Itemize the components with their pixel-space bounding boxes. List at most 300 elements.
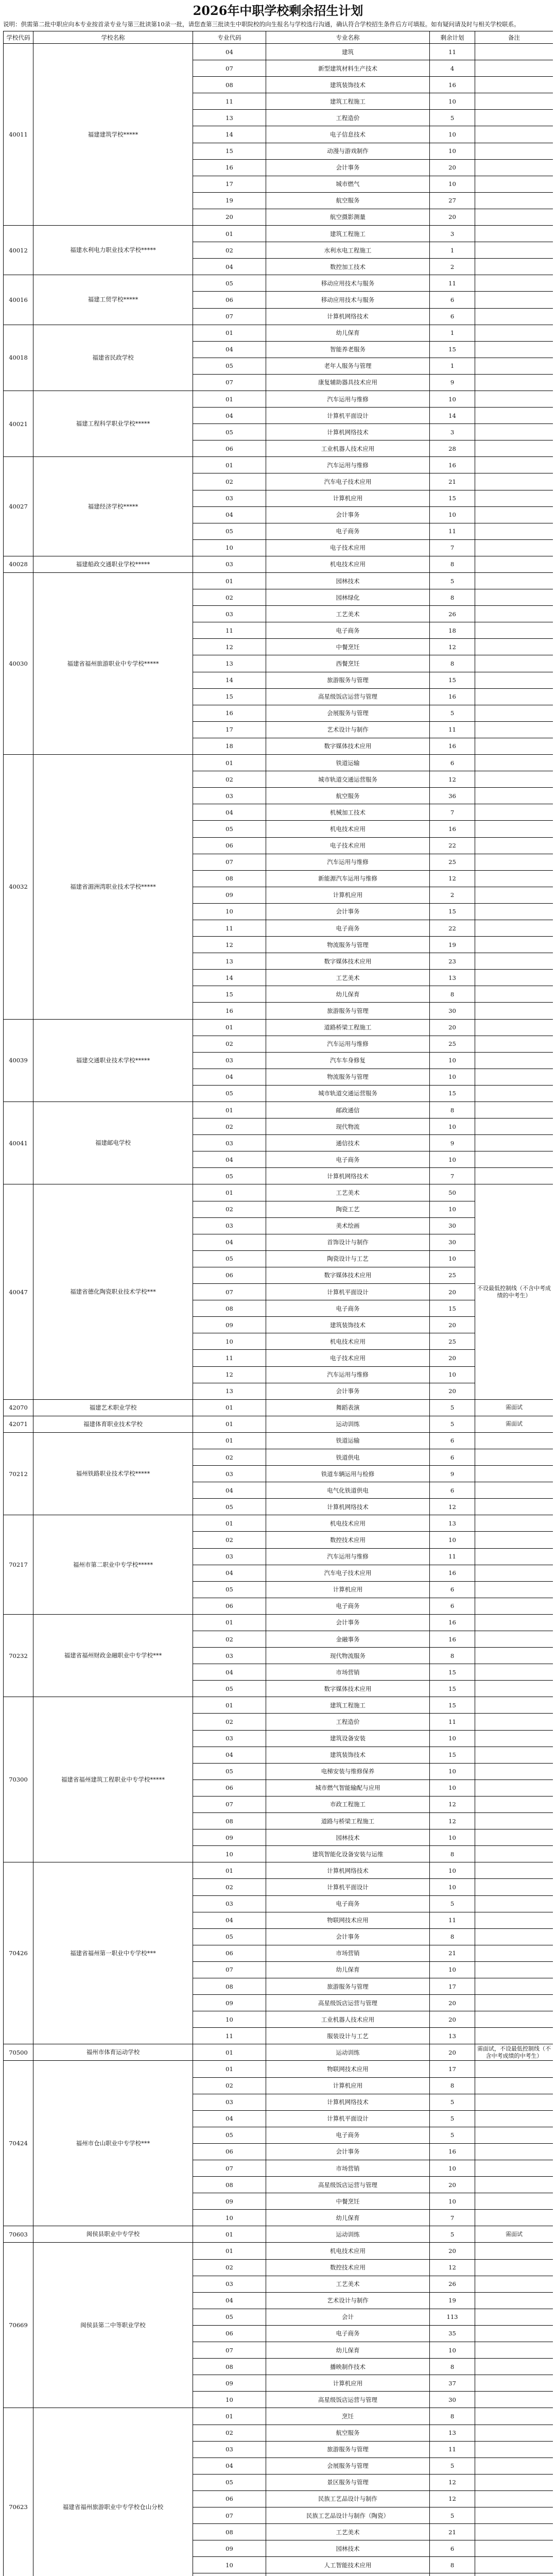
major-code: 10 xyxy=(193,2557,266,2573)
school-code: 70603 xyxy=(4,2226,33,2243)
major-name: 计算机应用 xyxy=(266,2375,430,2392)
major-code: 01 xyxy=(193,1697,266,1714)
major-name: 园林技术 xyxy=(266,2540,430,2557)
major-name: 幼儿保育 xyxy=(266,986,430,1003)
note xyxy=(475,606,553,622)
major-code: 15 xyxy=(193,143,266,159)
major-code: 09 xyxy=(193,887,266,903)
major-code: 05 xyxy=(193,1168,266,1184)
remaining-count: 20 xyxy=(430,1383,475,1399)
note xyxy=(475,44,553,60)
major-code: 19 xyxy=(193,192,266,209)
remaining-count: 18 xyxy=(430,622,475,639)
school-name: 福建交通职业技术学校***** xyxy=(33,1019,193,1101)
major-name: 会展服务与管理 xyxy=(266,705,430,721)
major-code: 02 xyxy=(193,2259,266,2276)
remaining-count: 15 xyxy=(430,1664,475,1681)
note xyxy=(475,1118,553,1135)
note xyxy=(475,325,553,341)
remaining-count: 6 xyxy=(430,1482,475,1499)
major-code: 01 xyxy=(193,1184,266,1201)
remaining-count: 8 xyxy=(430,1846,475,1862)
major-code: 02 xyxy=(193,2425,266,2441)
remaining-count: 5 xyxy=(430,1895,475,1912)
remaining-count: 21 xyxy=(430,2524,475,2540)
note xyxy=(475,688,553,705)
major-name: 新能源汽车运用与维修 xyxy=(266,870,430,887)
major-code: 01 xyxy=(193,2061,266,2077)
note xyxy=(475,1912,553,1928)
school-code: 40039 xyxy=(4,1019,33,1101)
major-name: 烹饪 xyxy=(266,2408,430,2425)
major-name: 电子商务 xyxy=(266,1598,430,1614)
remaining-count: 20 xyxy=(430,1350,475,1366)
note xyxy=(475,887,553,903)
major-code: 05 xyxy=(193,821,266,837)
major-name: 会计事务 xyxy=(266,506,430,523)
school-code: 40018 xyxy=(4,325,33,391)
remaining-count: 10 xyxy=(430,1250,475,1267)
remaining-count: 15 xyxy=(430,903,475,920)
remaining-count: 13 xyxy=(430,2425,475,2441)
major-code: 05 xyxy=(193,424,266,440)
remaining-count: 6 xyxy=(430,292,475,308)
school-name: 福建省民政学校 xyxy=(33,325,193,391)
note xyxy=(475,2342,553,2359)
note xyxy=(475,424,553,440)
major-name: 旅游服务与管理 xyxy=(266,1978,430,1994)
remaining-count: 6 xyxy=(430,1432,475,1449)
note xyxy=(475,1052,553,1069)
school-name: 福建省福州建筑工程职业中专学校***** xyxy=(33,1697,193,1862)
major-name: 幼儿保育 xyxy=(266,2342,430,2359)
school-code: 70300 xyxy=(4,1697,33,1862)
remaining-count: 2 xyxy=(430,259,475,275)
note xyxy=(475,1928,553,1945)
remaining-count: 9 xyxy=(430,374,475,391)
school-name: 福州市体育运动学校 xyxy=(33,2044,193,2061)
major-name: 建筑工程施工 xyxy=(266,1697,430,1714)
major-code: 03 xyxy=(193,1895,266,1912)
remaining-count: 8 xyxy=(430,2557,475,2573)
major-code: 07 xyxy=(193,60,266,77)
note xyxy=(475,2359,553,2375)
school-name: 福州铁路职业技术学校***** xyxy=(33,1432,193,1515)
remaining-count: 6 xyxy=(430,2540,475,2557)
major-code: 02 xyxy=(193,1449,266,1465)
major-name: 移动应用技术与服务 xyxy=(266,292,430,308)
note xyxy=(475,2524,553,2540)
school-code: 42071 xyxy=(4,1416,33,1432)
remaining-count: 12 xyxy=(430,1813,475,1829)
major-name: 城市燃气 xyxy=(266,176,430,192)
note xyxy=(475,2028,553,2044)
major-code: 09 xyxy=(193,1317,266,1333)
major-name: 电子商务 xyxy=(266,2325,430,2342)
major-code: 02 xyxy=(193,771,266,788)
plan-table-wrapper xyxy=(3,31,553,2576)
remaining-count: 13 xyxy=(430,2028,475,2044)
major-name: 数字媒体技术应用 xyxy=(266,953,430,970)
major-code: 01 xyxy=(193,1416,266,1432)
major-code: 06 xyxy=(193,1598,266,1614)
major-name: 汽车运用与维修 xyxy=(266,1366,430,1383)
remaining-count: 16 xyxy=(430,457,475,473)
major-code: 04 xyxy=(193,1482,266,1499)
major-name: 城市轨道交通运营服务 xyxy=(266,771,430,788)
note xyxy=(475,573,553,589)
note xyxy=(475,391,553,407)
note xyxy=(475,110,553,126)
major-name: 中餐烹饪 xyxy=(266,2193,430,2210)
major-code: 04 xyxy=(193,44,266,60)
school-name: 福州市仓山职业中专学校*** xyxy=(33,2061,193,2226)
table-row xyxy=(4,1697,553,1714)
remaining-count: 20 xyxy=(430,1284,475,1300)
major-name: 计算机平面设计 xyxy=(266,1284,430,1300)
major-code: 01 xyxy=(193,2226,266,2243)
note xyxy=(475,937,553,953)
remaining-count: 15 xyxy=(430,1747,475,1763)
table-row xyxy=(4,1184,553,1201)
note xyxy=(475,2127,553,2143)
major-name: 城市燃气智能输配与应用 xyxy=(266,1780,430,1796)
note xyxy=(475,226,553,242)
major-name: 电子商务 xyxy=(266,622,430,639)
note xyxy=(475,209,553,225)
note: 需面试 xyxy=(475,1399,553,1416)
note xyxy=(475,1664,553,1681)
major-code xyxy=(193,2573,266,2576)
remaining-count: 21 xyxy=(430,1945,475,1961)
major-code: 05 xyxy=(193,2309,266,2325)
major-code: 10 xyxy=(193,539,266,556)
major-name: 电子商务 xyxy=(266,1895,430,1912)
remaining-count: 9 xyxy=(430,1466,475,1482)
school-name: 福建建筑学校***** xyxy=(33,44,193,226)
note xyxy=(475,1796,553,1812)
note xyxy=(475,1648,553,1664)
note xyxy=(475,622,553,639)
major-code: 02 xyxy=(193,2077,266,2094)
note xyxy=(475,2094,553,2110)
table-row xyxy=(4,2061,553,2077)
major-code: 02 xyxy=(193,1879,266,1895)
note xyxy=(475,870,553,887)
remaining-count: 8 xyxy=(430,2408,475,2425)
major-code: 06 xyxy=(193,440,266,457)
major-name: 市场营销 xyxy=(266,1945,430,1961)
major-name: 景区服务与管理 xyxy=(266,2474,430,2490)
note xyxy=(475,1862,553,1879)
note xyxy=(475,1813,553,1829)
major-name: 计算机应用 xyxy=(266,490,430,506)
major-code: 07 xyxy=(193,308,266,325)
note xyxy=(475,1565,553,1581)
major-name: 会计事务 xyxy=(266,1383,430,1399)
major-code: 01 xyxy=(193,226,266,242)
note xyxy=(475,556,553,572)
note xyxy=(475,738,553,754)
remaining-count: 26 xyxy=(430,606,475,622)
note xyxy=(475,341,553,358)
major-name: 西餐烹饪 xyxy=(266,655,430,672)
major-name: 航空服务 xyxy=(266,192,430,209)
major-name: 首饰设计与制作 xyxy=(266,1234,430,1250)
major-name: 机电技术应用 xyxy=(266,2243,430,2259)
major-name: 工艺美术 xyxy=(266,2524,430,2540)
major-name: 计算机网络技术 xyxy=(266,1499,430,1515)
major-code: 03 xyxy=(193,1135,266,1151)
major-name: 数字媒体技术应用 xyxy=(266,1267,430,1283)
major-name: 民族工艺品设计与制作 xyxy=(266,2490,430,2507)
remaining-count: 11 xyxy=(430,721,475,738)
table-row xyxy=(4,573,553,589)
remaining-count: 8 xyxy=(430,2359,475,2375)
table-row xyxy=(4,1614,553,1631)
remaining-count: 5 xyxy=(430,705,475,721)
major-code: 05 xyxy=(193,1928,266,1945)
major-code: 10 xyxy=(193,2011,266,2028)
major-name: 工艺美术 xyxy=(266,1184,430,1201)
major-name: 电子商务 xyxy=(266,920,430,936)
major-code: 02 xyxy=(193,1036,266,1052)
major-code: 10 xyxy=(193,1333,266,1350)
remaining-count: 5 xyxy=(430,2110,475,2127)
note xyxy=(475,2160,553,2177)
major-code: 07 xyxy=(193,374,266,391)
major-name: 计算机网络技术 xyxy=(266,1862,430,1879)
remaining-count: 30 xyxy=(430,1003,475,1019)
major-code: 07 xyxy=(193,1796,266,1812)
school-code: 40027 xyxy=(4,457,33,556)
header-note: 备注 xyxy=(475,31,553,44)
remaining-count: 11 xyxy=(430,2441,475,2458)
note xyxy=(475,1135,553,1151)
remaining-count: 10 xyxy=(430,1069,475,1085)
remaining-count: 7 xyxy=(430,2210,475,2226)
remaining-count: 12 xyxy=(430,2259,475,2276)
major-code: 04 xyxy=(193,1234,266,1250)
remaining-count: 10 xyxy=(430,1201,475,1217)
major-code: 03 xyxy=(193,1730,266,1747)
note xyxy=(475,143,553,159)
remaining-count: 12 xyxy=(430,2490,475,2507)
major-name: 电梯安装与维修保养 xyxy=(266,1763,430,1780)
note xyxy=(475,2309,553,2325)
remaining-count: 15 xyxy=(430,1300,475,1317)
major-name: 现代物流 xyxy=(266,1118,430,1135)
remaining-count xyxy=(430,2573,475,2576)
remaining-count: 5 xyxy=(430,2507,475,2523)
major-name: 建筑工程施工 xyxy=(266,93,430,110)
major-code: 03 xyxy=(193,1217,266,1234)
school-name: 福建省福州旅游职业中专学校***** xyxy=(33,573,193,755)
note xyxy=(475,1482,553,1499)
major-code: 01 xyxy=(193,2243,266,2259)
note xyxy=(475,1168,553,1184)
major-code: 14 xyxy=(193,970,266,986)
major-code: 08 xyxy=(193,1813,266,1829)
note xyxy=(475,408,553,424)
note xyxy=(475,539,553,556)
school-code: 70669 xyxy=(4,2243,33,2408)
remaining-count: 14 xyxy=(430,408,475,424)
school-code: 40011 xyxy=(4,44,33,226)
major-name: 电子技术应用 xyxy=(266,539,430,556)
major-name: 工业机器人技术应用 xyxy=(266,2011,430,2028)
remaining-count: 7 xyxy=(430,539,475,556)
major-code: 17 xyxy=(193,176,266,192)
school-name: 福建省德化陶瓷职业技术学校*** xyxy=(33,1184,193,1399)
school-name: 闽侯县第二中等职业学校 xyxy=(33,2243,193,2408)
note xyxy=(475,1069,553,1085)
major-name: 计算机网络技术 xyxy=(266,1168,430,1184)
major-code: 11 xyxy=(193,93,266,110)
note xyxy=(475,126,553,143)
note xyxy=(475,804,553,821)
header-major-name: 专业名称 xyxy=(266,31,430,44)
major-code: 08 xyxy=(193,1300,266,1317)
remaining-count: 20 xyxy=(430,159,475,176)
school-name: 福建船政交通职业学校***** xyxy=(33,556,193,572)
note xyxy=(475,1449,553,1465)
remaining-count: 13 xyxy=(430,1515,475,1532)
major-name: 机电技术应用 xyxy=(266,556,430,572)
major-name: 工艺美术 xyxy=(266,970,430,986)
note xyxy=(475,1730,553,1747)
major-name: 陶瓷设计与工艺 xyxy=(266,1250,430,1267)
major-name: 幼儿保育 xyxy=(266,2210,430,2226)
major-code: 09 xyxy=(193,1995,266,2011)
remaining-count: 8 xyxy=(430,1102,475,1118)
major-code: 05 xyxy=(193,1499,266,1515)
major-name: 建筑装饰技术 xyxy=(266,1317,430,1333)
note xyxy=(475,358,553,374)
major-code: 06 xyxy=(193,2490,266,2507)
major-code: 01 xyxy=(193,2408,266,2425)
note xyxy=(475,292,553,308)
major-code: 15 xyxy=(193,986,266,1003)
major-name: 高星级饭店运营与管理 xyxy=(266,2392,430,2408)
note xyxy=(475,1466,553,1482)
major-name: 汽车运用与维修 xyxy=(266,1548,430,1565)
remaining-count: 1 xyxy=(430,325,475,341)
school-code: 70212 xyxy=(4,1432,33,1515)
major-name: 现代物流服务 xyxy=(266,1648,430,1664)
major-code: 04 xyxy=(193,1912,266,1928)
table-row xyxy=(4,325,553,341)
major-name: 计算机平面设计 xyxy=(266,408,430,424)
table-row xyxy=(4,1019,553,1036)
major-code: 08 xyxy=(193,870,266,887)
remaining-count: 10 xyxy=(430,506,475,523)
note xyxy=(475,2243,553,2259)
remaining-count: 8 xyxy=(430,655,475,672)
major-name: 机电技术应用 xyxy=(266,1515,430,1532)
remaining-count: 8 xyxy=(430,2077,475,2094)
note xyxy=(475,1978,553,1994)
major-code: 04 xyxy=(193,341,266,358)
remaining-count: 36 xyxy=(430,788,475,804)
major-name: 水利水电工程施工 xyxy=(266,242,430,259)
major-code: 01 xyxy=(193,1019,266,1036)
major-code: 01 xyxy=(193,1102,266,1118)
remaining-count: 11 xyxy=(430,44,475,60)
remaining-count: 17 xyxy=(430,2061,475,2077)
major-code: 02 xyxy=(193,1118,266,1135)
major-code: 04 xyxy=(193,1069,266,1085)
major-name: 工艺美术 xyxy=(266,2276,430,2292)
remaining-count: 19 xyxy=(430,2292,475,2309)
note xyxy=(475,821,553,837)
major-name: 市政工程施工 xyxy=(266,1796,430,1812)
note xyxy=(475,1598,553,1614)
major-code: 06 xyxy=(193,1267,266,1283)
remaining-count: 15 xyxy=(430,672,475,688)
major-code: 06 xyxy=(193,837,266,854)
note xyxy=(475,2540,553,2557)
major-name: 旅游服务与管理 xyxy=(266,1003,430,1019)
major-code: 09 xyxy=(193,2375,266,2392)
major-code: 06 xyxy=(193,1780,266,1796)
remaining-count: 6 xyxy=(430,1598,475,1614)
note xyxy=(475,1879,553,1895)
major-name: 铁道车辆运用与检修 xyxy=(266,1466,430,1482)
major-name: 铁道供电 xyxy=(266,1449,430,1465)
major-name: 会计事务 xyxy=(266,1928,430,1945)
note xyxy=(475,1681,553,1697)
note xyxy=(475,2441,553,2458)
major-name: 道路与桥梁工程施工 xyxy=(266,1813,430,1829)
school-code: 70424 xyxy=(4,2061,33,2226)
note xyxy=(475,2276,553,2292)
remaining-count: 10 xyxy=(430,2160,475,2177)
major-name: 计算机应用 xyxy=(266,887,430,903)
major-name: 邮政通信 xyxy=(266,1102,430,1118)
major-code: 10 xyxy=(193,1846,266,1862)
table-row xyxy=(4,2408,553,2425)
note xyxy=(475,655,553,672)
major-name: 数字媒体技术应用 xyxy=(266,1681,430,1697)
school-name: 闽侯县职业中专学校 xyxy=(33,2226,193,2243)
major-code: 04 xyxy=(193,1747,266,1763)
remaining-count: 22 xyxy=(430,920,475,936)
remaining-count: 10 xyxy=(430,1862,475,1879)
major-code: 11 xyxy=(193,920,266,936)
remaining-count: 16 xyxy=(430,77,475,93)
remaining-count: 26 xyxy=(430,2276,475,2292)
header-school-name: 学校名称 xyxy=(33,31,193,44)
major-name: 工艺美术 xyxy=(266,606,430,622)
note xyxy=(475,705,553,721)
school-name: 福建艺术职业学校 xyxy=(33,1399,193,1416)
major-name: 数控技术应用 xyxy=(266,2259,430,2276)
major-name: 汽车运用与维修 xyxy=(266,457,430,473)
major-code: 08 xyxy=(193,2524,266,2540)
major-code: 06 xyxy=(193,1945,266,1961)
remaining-count: 11 xyxy=(430,1912,475,1928)
major-code: 04 xyxy=(193,2458,266,2474)
major-code: 08 xyxy=(193,2177,266,2193)
remaining-count: 16 xyxy=(430,738,475,754)
remaining-count: 113 xyxy=(430,2309,475,2325)
plan-table xyxy=(3,31,553,2576)
major-code: 01 xyxy=(193,1399,266,1416)
major-name: 老年人服务与管理 xyxy=(266,358,430,374)
note: 需面试，不设最低控制线（不含中考成绩的中考生） xyxy=(475,2044,553,2061)
major-name: 服装设计与工艺 xyxy=(266,2028,430,2044)
